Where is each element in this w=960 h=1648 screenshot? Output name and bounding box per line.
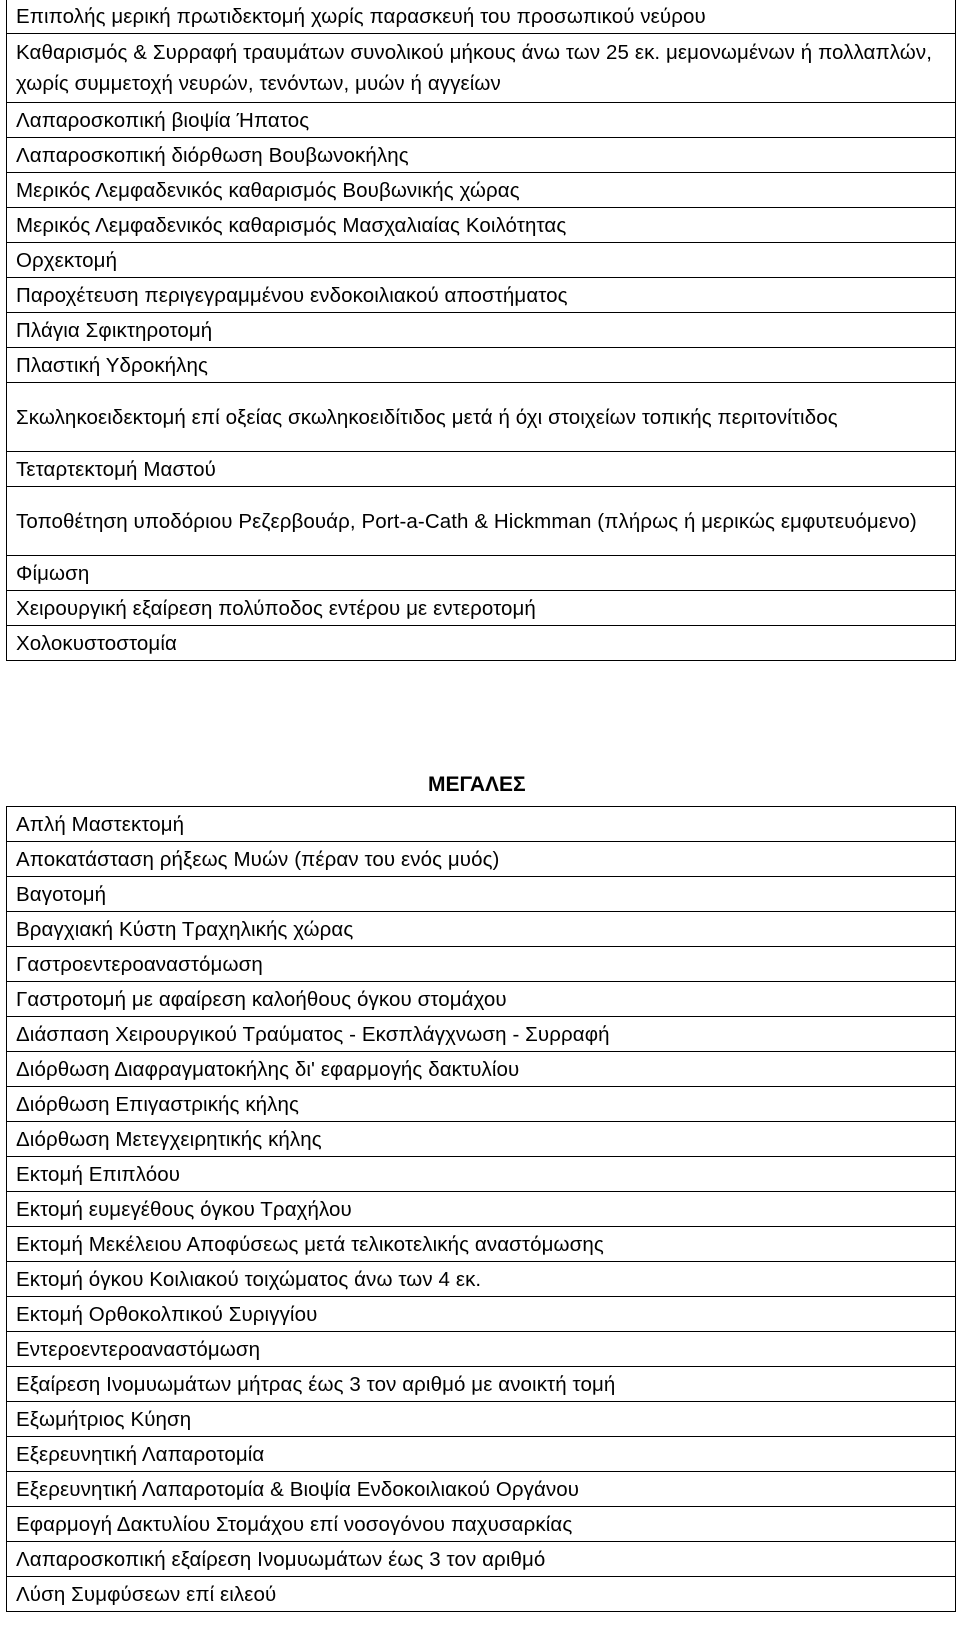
table-row — [7, 173, 956, 208]
table-row — [7, 1262, 956, 1297]
procedure-cell: Εκτομή ευμεγέθους όγκου Τραχήλου — [7, 1192, 956, 1227]
procedure-cell: Παροχέτευση περιγεγραμμένου ενδοκοιλιακού αποστήματος — [7, 278, 956, 313]
procedure-cell: Εντεροεντεροαναστόμωση — [7, 1332, 956, 1367]
procedure-cell: Διόρθωση Μετεγχειρητικής κήλης — [7, 1122, 956, 1157]
procedure-cell: Γαστροτομή με αφαίρεση καλοήθους όγκου στομάχου — [7, 982, 956, 1017]
procedure-cell: Απλή Μαστεκτομή — [7, 807, 956, 842]
procedure-cell: Αποκατάσταση ρήξεως Μυών (πέραν του ενός μυός) — [7, 842, 956, 877]
table-row — [7, 877, 956, 912]
procedure-cell: Εκτομή Επιπλόου — [7, 1157, 956, 1192]
procedure-cell: Σκωληκοειδεκτομή επί οξείας σκωληκοειδίτιδος μετά ή όχι στοιχείων τοπικής περιτονίτιδος — [7, 383, 956, 452]
table-row — [7, 591, 956, 626]
table-row — [7, 487, 956, 556]
procedure-cell: Λαπαροσκοπική διόρθωση Βουβωνοκήλης — [7, 138, 956, 173]
procedure-cell: Τεταρτεκτομή Μαστού — [7, 452, 956, 487]
procedure-cell: Διάσπαση Χειρουργικού Τραύματος - Εκσπλάγχνωση - Συρραφή — [7, 1017, 956, 1052]
procedures-table-top — [6, 0, 956, 661]
table-row — [7, 383, 956, 452]
procedure-cell: Εκτομή Μεκέλειου Αποφύσεως μετά τελικοτελικής αναστόμωσης — [7, 1227, 956, 1262]
procedure-cell: Λύση Συμφύσεων επί ειλεού — [7, 1577, 956, 1612]
table-row — [7, 1332, 956, 1367]
procedure-cell: Τοποθέτηση υποδόριου Ρεζερβουάρ, Port-a-Cath & Hickmman (πλήρως ή μερικώς εμφυτευόμενο) — [7, 487, 956, 556]
table-row — [7, 1192, 956, 1227]
table-row — [7, 243, 956, 278]
procedure-cell: Βαγοτομή — [7, 877, 956, 912]
table-row — [7, 947, 956, 982]
table-row — [7, 1297, 956, 1332]
procedure-cell: Ορχεκτομή — [7, 243, 956, 278]
table-row — [7, 1367, 956, 1402]
table-row — [7, 842, 956, 877]
procedures-table-bottom — [6, 806, 956, 1612]
table-row — [7, 208, 956, 243]
procedure-cell: Φίμωση — [7, 556, 956, 591]
procedure-cell: Εφαρμογή Δακτυλίου Στομάχου επί νοσογόνου παχυσαρκίας — [7, 1507, 956, 1542]
procedure-cell: Βραγχιακή Κύστη Τραχηλικής χώρας — [7, 912, 956, 947]
table-row — [7, 1402, 956, 1437]
table-row — [7, 1087, 956, 1122]
procedure-cell: Εξαίρεση Ινομυωμάτων μήτρας έως 3 τον αριθμό με ανοικτή τομή — [7, 1367, 956, 1402]
table-row — [7, 807, 956, 842]
procedure-cell: Πλαστική Υδροκήλης — [7, 348, 956, 383]
table-row — [7, 348, 956, 383]
table-row — [7, 556, 956, 591]
table-row — [7, 1507, 956, 1542]
table-row — [7, 34, 956, 103]
procedure-cell: Λαπαροσκοπική βιοψία Ήπατος — [7, 103, 956, 138]
procedure-cell: Διόρθωση Επιγαστρικής κήλης — [7, 1087, 956, 1122]
table-row — [7, 1437, 956, 1472]
table-row — [7, 313, 956, 348]
table-row — [7, 912, 956, 947]
procedure-cell: Μερικός Λεμφαδενικός καθαρισμός Βουβωνικής χώρας — [7, 173, 956, 208]
procedure-cell: Χειρουργική εξαίρεση πολύποδος εντέρου με εντεροτομή — [7, 591, 956, 626]
table-row — [7, 452, 956, 487]
table-row — [7, 982, 956, 1017]
procedure-cell: Εξερευνητική Λαπαροτομία & Βιοψία Ενδοκοιλιακού Οργάνου — [7, 1472, 956, 1507]
procedure-cell: Λαπαροσκοπική εξαίρεση Ινομυωμάτων έως 3 τον αριθμό — [7, 1542, 956, 1577]
table-row — [7, 626, 956, 661]
procedure-cell: Εξωμήτριος Κύηση — [7, 1402, 956, 1437]
table-row — [7, 278, 956, 313]
procedure-cell: Επιπολής μερική πρωτιδεκτομή χωρίς παρασκευή του προσωπικού νεύρου — [7, 0, 956, 34]
procedure-cell: Χολοκυστοστομία — [7, 626, 956, 661]
table-row — [7, 1577, 956, 1612]
table-row — [7, 0, 956, 34]
procedure-cell: Καθαρισμός & Συρραφή τραυμάτων συνολικού μήκους άνω των 25 εκ. μεμονωμένων ή πολλαπλών, χωρίς συμμετοχή νευρών, τενόντων, μυών ή αγγείων — [7, 34, 956, 103]
table-row — [7, 1017, 956, 1052]
procedure-cell: Μερικός Λεμφαδενικός καθαρισμός Μασχαλιαίας Κοιλότητας — [7, 208, 956, 243]
procedure-cell: Διόρθωση Διαφραγματοκήλης δι' εφαρμογής δακτυλίου — [7, 1052, 956, 1087]
table-row — [7, 1472, 956, 1507]
procedure-cell: Πλάγια Σφικτηροτομή — [7, 313, 956, 348]
procedure-cell: Γαστροεντεροαναστόμωση — [7, 947, 956, 982]
table-row — [7, 1157, 956, 1192]
table-row — [7, 1227, 956, 1262]
table-row — [7, 1542, 956, 1577]
table-row — [7, 1052, 956, 1087]
procedure-cell: Εκτομή όγκου Κοιλιακού τοιχώματος άνω των 4 εκ. — [7, 1262, 956, 1297]
section-heading-major: ΜΕΓΑΛΕΣ — [428, 773, 526, 796]
table-row — [7, 1122, 956, 1157]
table-row — [7, 138, 956, 173]
procedure-cell: Εξερευνητική Λαπαροτομία — [7, 1437, 956, 1472]
procedure-cell: Εκτομή Ορθοκολπικού Συριγγίου — [7, 1297, 956, 1332]
table-row — [7, 103, 956, 138]
